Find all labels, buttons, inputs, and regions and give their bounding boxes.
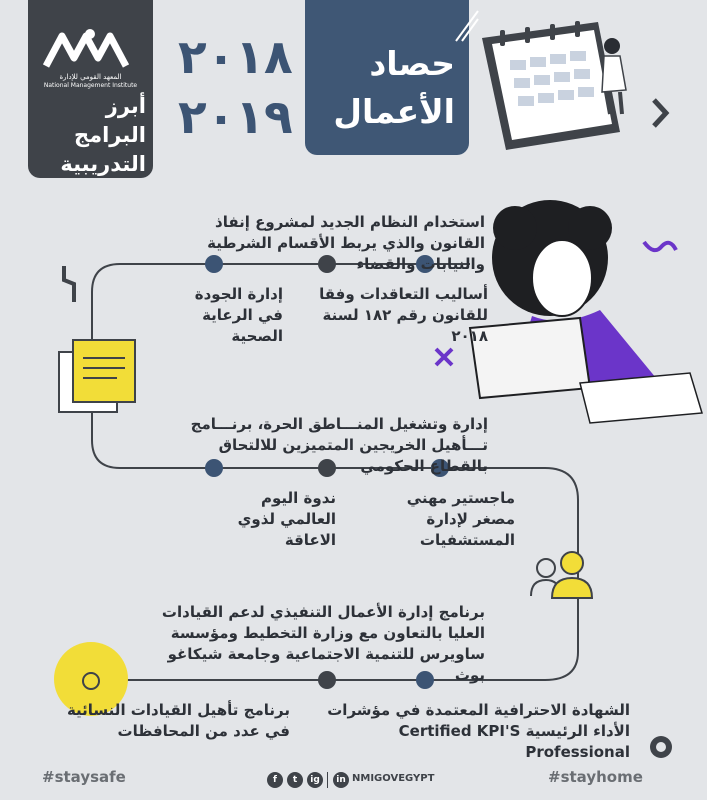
year-2019: ٢٠١٩ [178, 90, 293, 145]
step-law-enforcement: استخدام النظام الجديد لمشروع إنفاذ القانون والذي يربط الأقسام الشرطية والنيابات والقضاء [207, 213, 485, 273]
facebook-icon[interactable]: f [267, 772, 283, 788]
users-icon [528, 548, 596, 600]
institute-name-ar: المعهد القومي للإدارة [59, 73, 122, 81]
twitter-icon[interactable]: t [287, 772, 303, 788]
hashtag-staysafe[interactable]: #staysafe [42, 768, 126, 786]
step-kpi-certification: الشهادة الاحترافية المعتمدة في مؤشرات الأداء الرئيسية Certified KPI'S Professional [327, 701, 630, 761]
sticky-notes-icon [57, 336, 141, 416]
hashtag-stayhome[interactable]: #stayhome [548, 768, 643, 786]
step-women-leaders: برنامج تأهيل القيادات النسائية في عدد من المحافظات [66, 701, 290, 740]
year-2018: ٢٠١٨ [178, 30, 293, 85]
footer-divider [327, 772, 328, 788]
instagram-icon[interactable]: ig [307, 772, 323, 788]
dark-accent-circle [650, 736, 672, 758]
timeline-dot [82, 672, 100, 690]
page-title: حصاد الأعمال [333, 44, 455, 131]
step-quality-health: إدارة الجودة في الرعاية الصحية [194, 285, 283, 345]
social-handle[interactable]: NMIGOVEGYPT [352, 773, 435, 784]
linkedin-icon[interactable]: in [333, 772, 349, 788]
step-free-zones: إدارة وتشغيل المنـــاطق الحرة، برنـــامج تـــأهيل الخريجين المتميزين للالتحاق بالقطاع الحكومي [190, 415, 488, 475]
programs-heading: أبرز البرامج التدريبية [60, 94, 146, 176]
step-contracting: أساليب التعاقدات وفقا للقانون رقم ١٨٢ لسنة ٢٠١٨ [319, 285, 488, 345]
step-executive-mba: برنامج إدارة الأعمال التنفيذي لدعم القيادات العليا بالتعاون مع وزارة التخطيط ومؤسسة ساويرس للتنمية الاجتماعية وجامعة شيكاغو بوث [161, 603, 485, 684]
step-hospital-mba: ماجستير مهني مصغر لإدارة المستشفيات [406, 489, 515, 549]
step-disability-day: ندوة اليوم العالمي لذوي الاعاقة [237, 489, 336, 549]
institute-name-en: National Management Institute [43, 82, 138, 89]
